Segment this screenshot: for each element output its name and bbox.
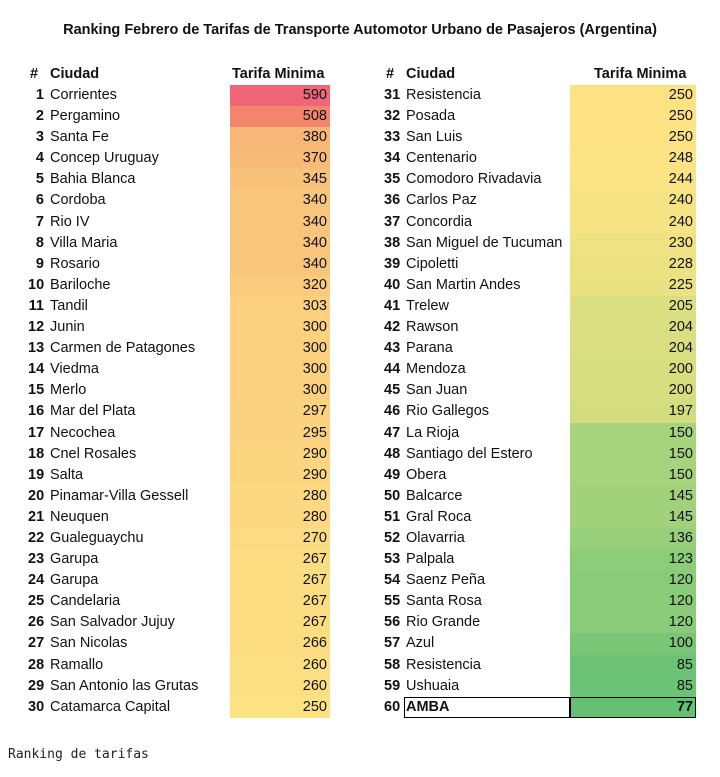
fare-value: 248 <box>668 150 693 167</box>
city-name: San Nicolas <box>50 635 128 652</box>
city-name: Salta <box>50 466 84 483</box>
city-name: Carlos Paz <box>406 192 477 209</box>
rank-number: 34 <box>384 150 401 167</box>
rank-number: 39 <box>384 255 401 272</box>
fare-value: 300 <box>302 382 327 399</box>
city-name: Concordia <box>406 213 473 230</box>
header-city: Ciudad <box>406 66 456 82</box>
fare-value: 267 <box>302 593 327 610</box>
rank-number: 48 <box>384 445 401 462</box>
fare-value: 244 <box>668 171 693 188</box>
fare-value: 267 <box>302 551 327 568</box>
city-name: Palpala <box>406 551 455 568</box>
fare-value: 120 <box>668 614 693 631</box>
rank-number: 1 <box>35 87 44 103</box>
rank-number: 8 <box>35 234 44 251</box>
rank-number: 22 <box>28 529 45 546</box>
city-name: Saenz Peña <box>406 572 486 589</box>
fare-value: 197 <box>668 403 693 420</box>
rank-number: 56 <box>384 614 401 631</box>
fare-value: 145 <box>668 487 693 504</box>
city-name: Mendoza <box>406 361 466 378</box>
fare-value: 120 <box>668 593 693 610</box>
city-name: Neuquen <box>50 508 109 525</box>
city-name: Cordoba <box>50 192 106 209</box>
fare-value: 266 <box>302 635 327 652</box>
rank-number: 9 <box>35 255 44 272</box>
fare-value: 77 <box>676 698 693 715</box>
fare-value: 303 <box>302 297 327 314</box>
rank-number: 60 <box>384 698 401 715</box>
rank-number: 37 <box>384 213 401 230</box>
header-fare: Tarifa Minima <box>594 66 687 82</box>
fare-value: 204 <box>668 340 693 357</box>
city-name: Rio IV <box>50 213 90 230</box>
highlight-border-fare <box>570 697 696 718</box>
rank-number: 13 <box>28 340 45 357</box>
rank-number: 15 <box>28 382 45 399</box>
fare-value: 150 <box>668 424 693 441</box>
fare-value: 230 <box>668 234 693 251</box>
city-name: Posada <box>406 108 456 125</box>
rank-number: 2 <box>35 108 44 125</box>
fare-value: 295 <box>302 424 327 441</box>
fare-value: 270 <box>302 529 327 546</box>
rank-number: 28 <box>28 656 45 673</box>
page-title: Ranking Febrero de Tarifas de Transporte Automotor Urbano de Pasajeros (Argentina) <box>63 22 657 38</box>
rank-number: 50 <box>384 487 401 504</box>
city-name: Garupa <box>50 572 99 589</box>
fare-value: 123 <box>668 551 693 568</box>
fare-value: 380 <box>302 129 327 146</box>
rank-number: 17 <box>28 424 45 441</box>
image-caption: Ranking de tarifas <box>8 747 149 762</box>
rank-number: 18 <box>28 445 45 462</box>
city-name: Villa Maria <box>50 234 118 251</box>
rank-number: 55 <box>384 593 401 610</box>
fare-value: 240 <box>668 192 693 209</box>
rank-number: 51 <box>384 508 401 525</box>
city-name: Cnel Rosales <box>50 445 137 462</box>
rank-number: 43 <box>384 340 401 357</box>
city-name: San Luis <box>406 129 463 146</box>
fare-value: 300 <box>302 340 327 357</box>
fare-value: 340 <box>302 192 327 209</box>
rank-number: 54 <box>384 572 401 589</box>
header-rank: # <box>386 66 395 82</box>
rank-number: 26 <box>28 614 45 631</box>
rank-number: 31 <box>384 87 401 103</box>
city-name: San Martin Andes <box>406 276 521 293</box>
city-name: Gral Roca <box>406 508 472 525</box>
fare-value: 345 <box>302 171 327 188</box>
rank-number: 29 <box>28 677 45 694</box>
rank-number: 42 <box>384 319 401 336</box>
rank-number: 6 <box>35 192 44 209</box>
fare-value: 145 <box>668 508 693 525</box>
rank-number: 33 <box>384 129 401 146</box>
city-name: Comodoro Rivadavia <box>406 171 542 188</box>
city-name: Rio Grande <box>406 614 481 631</box>
rank-number: 30 <box>28 698 45 715</box>
rank-number: 20 <box>28 487 45 504</box>
fare-value: 340 <box>302 213 327 230</box>
fare-value: 320 <box>302 276 327 293</box>
city-name: Junin <box>50 319 85 336</box>
city-name: Santa Fe <box>50 129 109 146</box>
city-name: Trelew <box>406 297 449 314</box>
city-name: Resistencia <box>406 656 481 673</box>
fare-value: 250 <box>302 698 327 715</box>
city-name: Pergamino <box>50 108 121 125</box>
fare-value: 150 <box>668 445 693 462</box>
city-name: San Antonio las Grutas <box>50 677 199 694</box>
city-name: San Miguel de Tucuman <box>406 234 563 251</box>
city-name: Necochea <box>50 424 116 441</box>
fare-value: 280 <box>302 487 327 504</box>
city-name: Tandil <box>50 297 88 314</box>
rank-number: 49 <box>384 466 401 483</box>
rank-number: 32 <box>384 108 401 125</box>
fare-value: 260 <box>302 677 327 694</box>
fare-value: 200 <box>668 382 693 399</box>
fare-value: 150 <box>668 466 693 483</box>
fare-value: 250 <box>668 129 693 146</box>
city-name: Carmen de Patagones <box>50 340 196 357</box>
city-name: Concep Uruguay <box>50 150 159 167</box>
rank-number: 27 <box>28 635 45 652</box>
fare-value: 267 <box>302 614 327 631</box>
city-name: La Rioja <box>406 424 460 441</box>
city-name: Bariloche <box>50 276 111 293</box>
fare-value: 204 <box>668 319 693 336</box>
fare-value: 225 <box>668 276 693 293</box>
fare-value: 260 <box>302 656 327 673</box>
fare-value: 590 <box>302 87 327 103</box>
rank-number: 57 <box>384 635 401 652</box>
fare-value: 280 <box>302 508 327 525</box>
city-name: Viedma <box>50 361 99 378</box>
rank-number: 45 <box>384 382 401 399</box>
rank-number: 36 <box>384 192 401 209</box>
rank-number: 4 <box>35 150 44 167</box>
rank-number: 47 <box>384 424 401 441</box>
city-name: Ramallo <box>50 656 104 673</box>
rank-number: 25 <box>28 593 45 610</box>
rank-number: 53 <box>384 551 401 568</box>
rank-number: 3 <box>35 129 44 146</box>
fare-value: 200 <box>668 361 693 378</box>
fare-value: 340 <box>302 234 327 251</box>
fare-value: 250 <box>668 87 693 103</box>
fare-value: 85 <box>676 677 693 694</box>
city-name: Obera <box>406 466 447 483</box>
fare-value: 267 <box>302 572 327 589</box>
city-name: Gualeguaychu <box>50 529 144 546</box>
city-name: Ushuaia <box>406 677 460 694</box>
city-name: Rosario <box>50 255 100 272</box>
rank-number: 46 <box>384 403 401 420</box>
rank-number: 52 <box>384 529 401 546</box>
rank-number: 24 <box>28 572 45 589</box>
city-name: San Juan <box>406 382 468 399</box>
city-name: Centenario <box>406 150 477 167</box>
city-name: Parana <box>406 340 453 357</box>
fare-value: 250 <box>668 108 693 125</box>
fare-value: 290 <box>302 466 327 483</box>
city-name: AMBA <box>406 698 450 715</box>
rank-number: 12 <box>28 319 45 336</box>
fare-value: 300 <box>302 319 327 336</box>
rank-number: 5 <box>35 171 44 188</box>
city-name: Bahia Blanca <box>50 171 136 188</box>
rank-number: 58 <box>384 656 401 673</box>
city-name: Rawson <box>406 319 459 336</box>
city-name: Catamarca Capital <box>50 698 171 715</box>
city-name: Azul <box>406 635 435 652</box>
rank-number: 10 <box>28 276 45 293</box>
rank-number: 35 <box>384 171 401 188</box>
fare-value: 100 <box>668 635 693 652</box>
city-name: Olavarria <box>406 529 465 546</box>
fare-value: 297 <box>302 403 327 420</box>
highlight-border-city <box>404 697 570 718</box>
fare-value: 136 <box>668 529 693 546</box>
city-name: Cipoletti <box>406 255 459 272</box>
fare-value: 228 <box>668 255 693 272</box>
city-name: Candelaria <box>50 593 121 610</box>
header-city: Ciudad <box>50 66 100 82</box>
fare-value: 370 <box>302 150 327 167</box>
rank-number: 59 <box>384 677 401 694</box>
rank-number: 11 <box>28 297 44 314</box>
rank-number: 40 <box>384 276 401 293</box>
rank-number: 41 <box>384 297 401 314</box>
city-name: Corrientes <box>50 87 117 103</box>
rank-number: 38 <box>384 234 401 251</box>
rank-number: 23 <box>28 551 45 568</box>
rank-number: 21 <box>28 508 45 525</box>
fare-value: 85 <box>676 656 693 673</box>
header-fare: Tarifa Minima <box>232 66 325 82</box>
city-name: Santa Rosa <box>406 593 482 610</box>
rank-number: 14 <box>28 361 45 378</box>
city-name: Resistencia <box>406 87 481 103</box>
city-name: Mar del Plata <box>50 403 136 420</box>
city-name: Pinamar-Villa Gessell <box>50 487 189 504</box>
city-name: Rio Gallegos <box>406 403 490 420</box>
fare-value: 508 <box>302 108 327 125</box>
fare-value: 340 <box>302 255 327 272</box>
rank-number: 7 <box>35 213 44 230</box>
fare-value: 120 <box>668 572 693 589</box>
rank-number: 19 <box>28 466 45 483</box>
rank-number: 44 <box>384 361 401 378</box>
rank-number: 16 <box>28 403 45 420</box>
fare-value: 300 <box>302 361 327 378</box>
city-name: Balcarce <box>406 487 463 504</box>
header-rank: # <box>30 66 39 82</box>
fare-value: 240 <box>668 213 693 230</box>
fare-value: 205 <box>668 297 693 314</box>
city-name: Merlo <box>50 382 87 399</box>
fare-value: 290 <box>302 445 327 462</box>
city-name: San Salvador Jujuy <box>50 614 175 631</box>
city-name: Garupa <box>50 551 99 568</box>
city-name: Santiago del Estero <box>406 445 533 462</box>
